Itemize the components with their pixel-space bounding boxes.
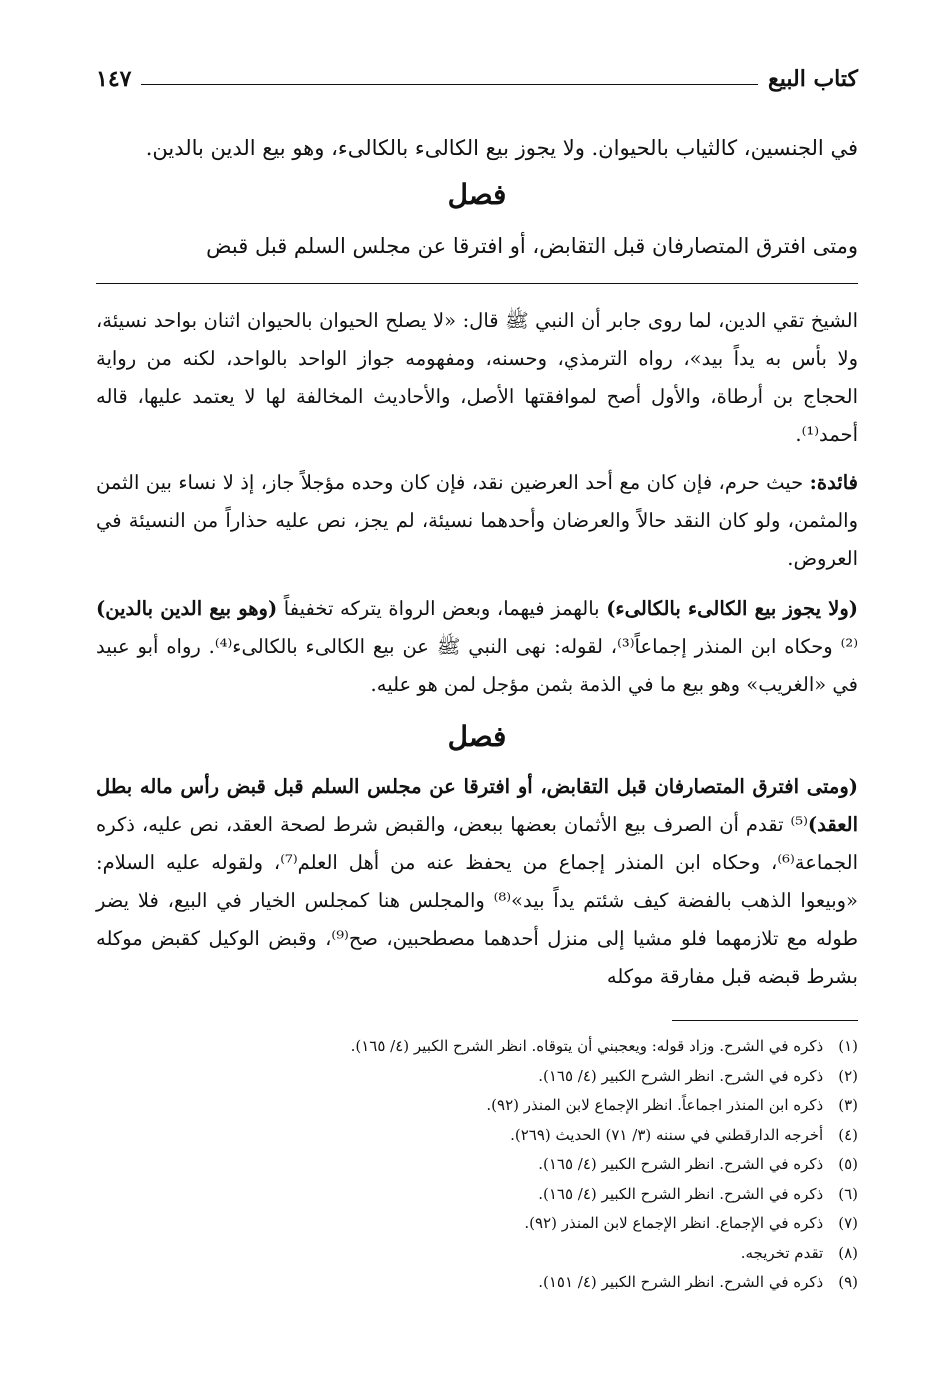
footnote-text: ذكره ابن المنذر اجماعاً. انظر الإجماع لابن المنذر (٩٢). (486, 1096, 824, 1114)
footnote-item (96, 1062, 858, 1092)
matn-divider (96, 283, 858, 284)
footnote-text: ذكره في الشرح. انظر الشرح الكبير (٤/ ١٦٥). (538, 1155, 824, 1173)
footnote-separator (672, 1020, 858, 1021)
footnote-text: ذكره في الشرح. وزاد قوله: ويعجبني أن يتوقاه. انظر الشرح الكبير (٤/ ١٦٥). (350, 1037, 824, 1055)
matn-line-2: ومتى افترق المتصارفان قبل التقابض، أو افترقا عن مجلس السلم قبل قبض (206, 234, 858, 258)
chapter-title: كتاب البيع (768, 66, 858, 92)
footnote-item (96, 1121, 858, 1151)
footnote-number: (٨) (838, 1243, 858, 1262)
para4-text: ⁽⁵⁾ تقدم أن الصرف بيع الأثمان بعضها ببعض، والقبض شرط لصحة العقد، نص عليه، ذكره الجماعة⁽⁶⁾، وحكاه ابن المنذر إجماع من يحفظ عنه من أهل العلم⁽⁷⁾، ولقوله عليه السلام: «وبيعوا الذهب بالفضة كيف شئتم يداً بيد»⁽⁸⁾ والمجلس هنا كمجلس الخيار في البيع، فلا يضر طوله مع تلازمهما فلو مشيا إلى منزل أحدهما مصطحبين، صح⁽⁹⁾، وقبض الوكيل كقبض موكله بشرط قبضه قبل مفارقة موكله (96, 813, 858, 988)
footnote-item (96, 1180, 858, 1210)
commentary-paragraph-3 (96, 590, 858, 704)
footnote-number: (٥) (838, 1155, 858, 1173)
footnote-text: ذكره في الشرح. انظر الشرح الكبير (٤/ ١٦٥). (538, 1066, 824, 1085)
matn-quote-3: (ومتى افترق المتصارفان قبل التقابض، أو افترقا عن مجلس السلم قبل قبض رأس ماله بطل العقد) (96, 775, 858, 836)
footnote-item (96, 1032, 858, 1062)
footnote-number: (٤) (838, 1125, 858, 1144)
footnote-number: (١) (838, 1037, 858, 1055)
fawaid-text: حيث حرم، فإن كان مع أحد العرضين نقد، فإن كان وحده مؤجلاً جاز، إذ لا نساء بين الثمن والمثمن، ولو كان النقد حالاً والعرضان وأحدهما نسيئة، لم يجز، نص عليه حذاراً من النسيئة في العروض. (96, 471, 858, 570)
footnote-text: ذكره في الشرح. انظر الشرح الكبير (٤/ ١٥١). (538, 1273, 824, 1291)
matn-line-1: في الجنسين، كالثياب بالحيوان. ولا يجوز بيع الكالىء بالكالىء، وهو بيع الدين بالدين. (145, 136, 858, 160)
footnote-item (96, 1150, 858, 1180)
footnote-number: (٧) (838, 1214, 858, 1232)
footnotes-list (96, 1032, 858, 1298)
footnote-number: (٣) (838, 1096, 858, 1114)
para3-text-2: ⁽²⁾ وحكاه ابن المنذر إجماعاً⁽³⁾، لقوله: نهى النبي ﷺ عن بيع الكالىء بالكالىء⁽⁴⁾. رواه أبو عبيد في «الغريب» وهو بيع ما في الذمة بثمن مؤجل لمن هو عليه. (96, 635, 858, 696)
commentary-paragraph-1: الشيخ تقي الدين، لما روى جابر أن النبي ﷺ قال: «لا يصلح الحيوان بالحيوان اثنان بواحد نسيئة، ولا بأس به يداً بيد»، رواه الترمذي، وحسنه، ومفهومه جواز الواحد بالواحد، لكنه من رواية الحجاج بن أرطاة، والأول أصح لموافقتها الأصل، والأحاديث المخالفة لها لا يعتمد عليها، قاله أحمد⁽¹⁾. (96, 309, 858, 446)
header-rule (141, 84, 758, 85)
footnote-item (96, 1209, 858, 1239)
footnote-text: ذكره في الشرح. انظر الشرح الكبير (٤/ ١٦٥). (538, 1184, 824, 1203)
matn-quote-1: (ولا يجوز بيع الكالىء بالكالىء) (606, 597, 858, 620)
footnote-text: أخرجه الدارقطني في سننه (٣/ ٧١) الحديث (٢٦٩). (510, 1125, 824, 1144)
footnote-number: (٦) (838, 1184, 858, 1203)
commentary-paragraph-4 (96, 768, 858, 996)
page-number: ١٤٧ (96, 66, 132, 92)
matn-quote-2: (وهو بيع الدين بالدين) (96, 597, 278, 620)
fawaid-label: فائدة: (809, 471, 858, 494)
para3-text-1: بالهمز فيهما، وبعض الرواة يتركه تخفيفاً (277, 597, 607, 620)
footnote-number: (٢) (838, 1066, 858, 1085)
page-header (96, 62, 858, 96)
footnote-item (96, 1268, 858, 1298)
footnote-number: (٩) (838, 1273, 858, 1291)
section-title-2: فصل (447, 720, 507, 753)
footnote-text: ذكره في الإجماع. انظر الإجماع لابن المنذر (٩٢). (524, 1214, 824, 1232)
footnote-item (96, 1239, 858, 1269)
commentary-paragraph-2 (96, 464, 858, 578)
footnote-text: تقدم تخريجه. (740, 1243, 824, 1262)
footnote-item (96, 1091, 858, 1121)
section-title: فصل (447, 178, 507, 211)
